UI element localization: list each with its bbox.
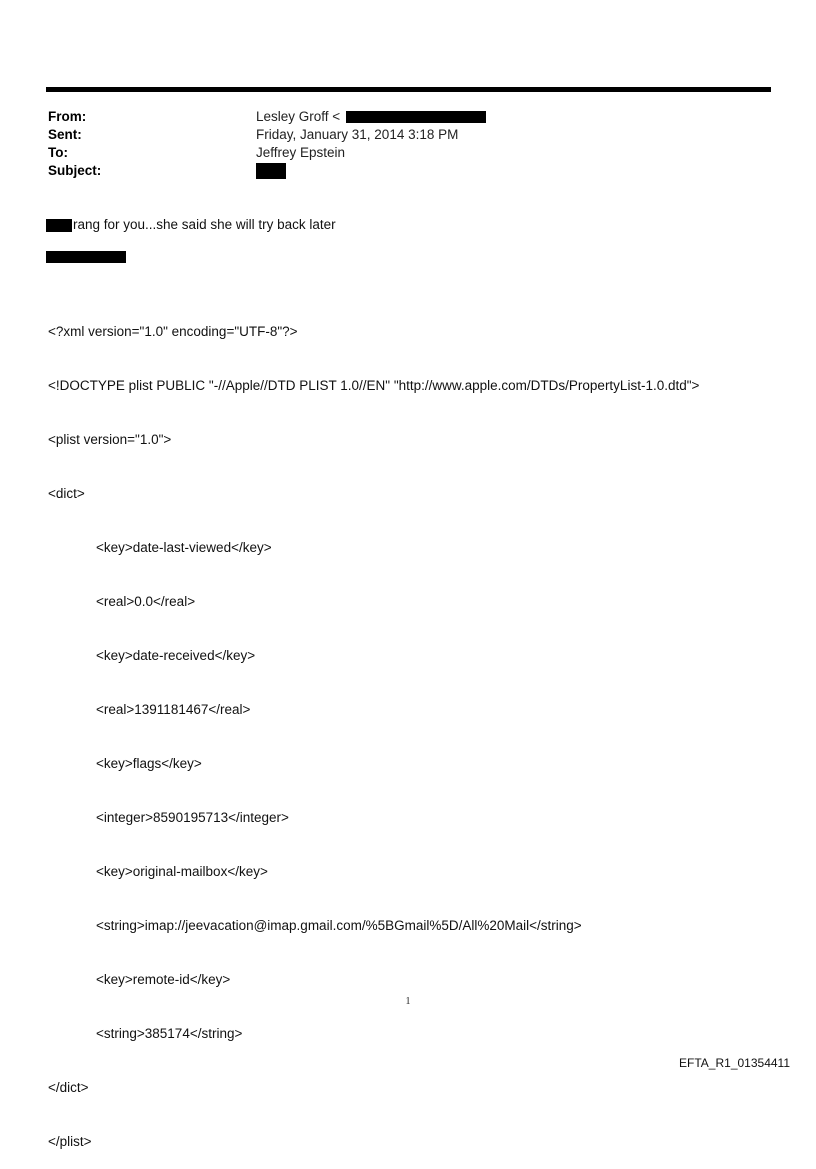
from-label: From: bbox=[48, 109, 87, 124]
redaction-box bbox=[256, 163, 286, 179]
redaction-box bbox=[46, 251, 126, 263]
plist-metadata bbox=[48, 287, 699, 1169]
from-row bbox=[48, 108, 748, 126]
plist-line: <string>imap://jeevacation@imap.gmail.com/%5BGmail%5D/All%20Mail</string> bbox=[96, 918, 582, 933]
bates-number: EFTA_R1_01354411 bbox=[679, 1056, 790, 1070]
plist-line: <key>remote-id</key> bbox=[96, 972, 231, 987]
page-number: 1 bbox=[405, 996, 411, 1007]
plist-line: <plist version="1.0"> bbox=[48, 432, 172, 447]
from-value bbox=[256, 108, 486, 126]
plist-line: <dict> bbox=[48, 486, 85, 501]
plist-line: <real>1391181467</real> bbox=[96, 702, 251, 717]
redaction-box bbox=[46, 219, 72, 232]
plist-line: <key>date-last-viewed</key> bbox=[96, 540, 272, 555]
message-text: rang for you...she said she will try back later bbox=[73, 217, 336, 232]
plist-line: <key>original-mailbox</key> bbox=[96, 864, 268, 879]
email-header bbox=[48, 108, 748, 180]
plist-line: <integer>8590195713</integer> bbox=[96, 810, 289, 825]
plist-line: <real>0.0</real> bbox=[96, 594, 196, 609]
plist-line: <?xml version="1.0" encoding="UTF-8"?> bbox=[48, 324, 298, 339]
message-line bbox=[46, 216, 336, 234]
sent-value: Friday, January 31, 2014 3:18 PM bbox=[256, 127, 459, 142]
to-label: To: bbox=[48, 145, 68, 160]
plist-line: <key>date-received</key> bbox=[96, 648, 256, 663]
sent-label: Sent: bbox=[48, 127, 82, 142]
to-row bbox=[48, 144, 748, 162]
plist-line: <key>flags</key> bbox=[96, 756, 202, 771]
plist-line: </plist> bbox=[48, 1134, 92, 1149]
from-sender: Lesley Groff < bbox=[256, 109, 341, 124]
plist-line: <string>385174</string> bbox=[96, 1026, 243, 1041]
plist-line: <!DOCTYPE plist PUBLIC "-//Apple//DTD PLIST 1.0//EN" "http://www.apple.com/DTDs/PropertyList-1.0.dtd"> bbox=[48, 378, 700, 393]
to-value: Jeffrey Epstein bbox=[256, 145, 346, 160]
subject-value bbox=[256, 162, 286, 180]
plist-line: </dict> bbox=[48, 1080, 89, 1095]
sent-row bbox=[48, 126, 748, 144]
header-divider bbox=[46, 87, 771, 92]
redaction-box bbox=[346, 111, 486, 123]
subject-row bbox=[48, 162, 748, 180]
subject-label: Subject: bbox=[48, 163, 102, 178]
